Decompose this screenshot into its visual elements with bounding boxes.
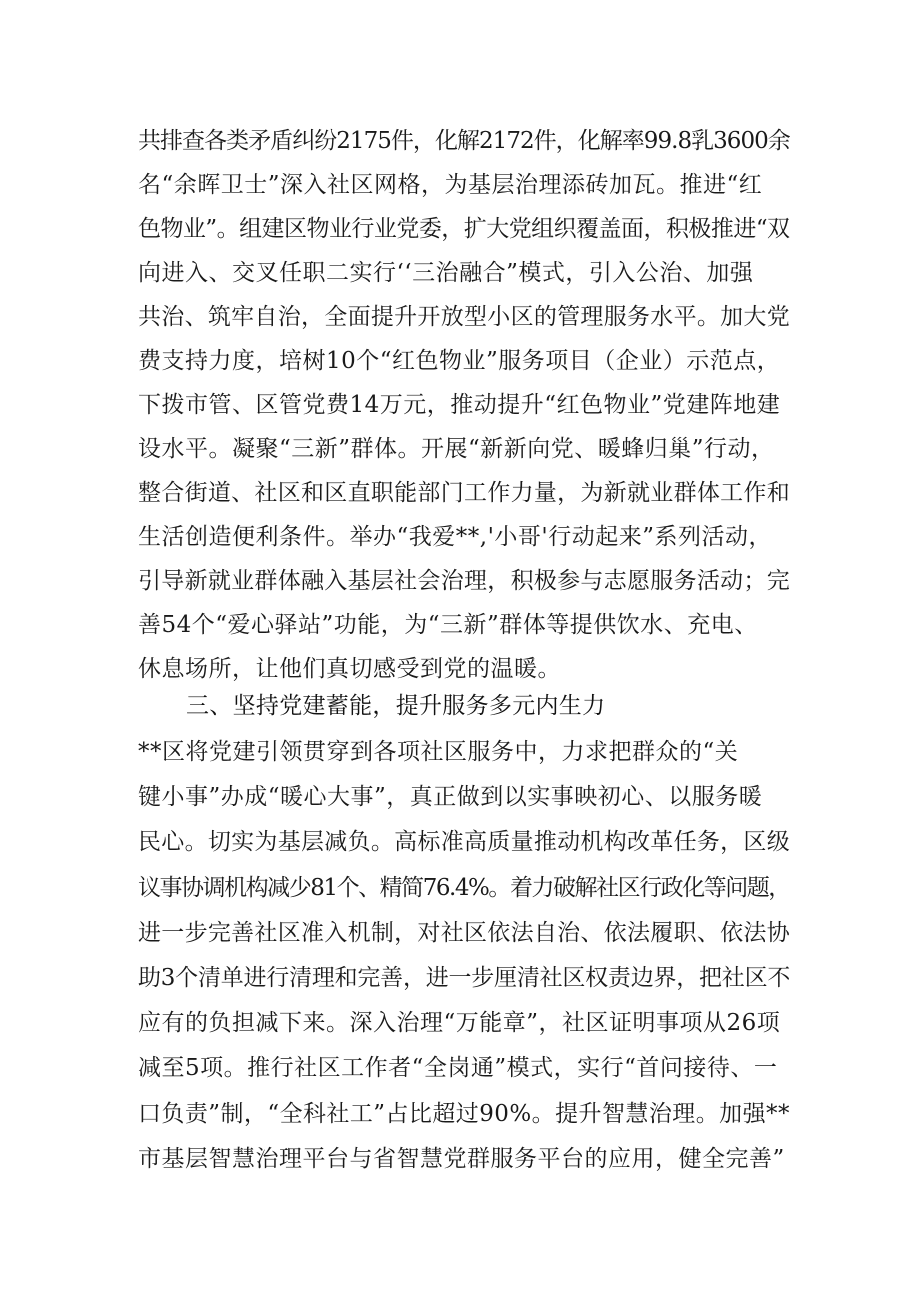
paragraph-community-governance [138, 119, 788, 691]
paragraph-party-building-services [138, 730, 791, 1182]
paragraph-line: 进一步完善社区准入机制，对社区依法自治、依法履职、依法协 [138, 919, 790, 946]
section-heading: 三、坚持党建蓄能，提升服务多元内生力 [186, 693, 606, 719]
paragraph-line: 减至5项。推行社区工作者“全岗通”模式，实行“首问接待、一 [138, 1055, 778, 1082]
paragraph-line: 共治、筑牢自治，全面提升开放型小区的管理服务水平。加大党 [138, 304, 790, 330]
paragraph-line: 口负责”制，“全科社工”占比超过90%。提升智慧治理。加强** [138, 1100, 790, 1127]
paragraph-line: 色物业”。组建区物业行业党委，扩大党组织覆盖面，积极推进“双 [138, 216, 790, 242]
paragraph-line: 议事协调机构减少81个、精简76.4%。着力破解社区行政化等问题， [138, 874, 790, 901]
paragraph-line: 民心。切实为基层减负。高标准高质量推动机构改革任务，区级 [138, 829, 790, 856]
paragraph-line: 引导新就业群体融入基层社会治理，积极参与志愿服务活动；完 [138, 568, 790, 594]
paragraph-line: 生活创造便利条件。举办“我爱**,'小哥'行动起来”系列活动， [138, 524, 772, 550]
paragraph-line: 善54个“爱心驿站”功能，为“三新”群体等提供饮水、充电、 [138, 612, 758, 638]
paragraph-line: 向进入、交叉任职二实行‘‘三治融合”模式，引入公治、加强 [138, 260, 754, 286]
paragraph-line: 设水平。凝聚“三新”群体。开展“新新向党、暖蜂归巢”行动， [138, 436, 775, 462]
paragraph-line: 市基层智慧治理平台与省智慧党群服务平台的应用，健全完善” [138, 1145, 785, 1172]
paragraph-line: 键小事”办成“暖心大事”，真正做到以实事映初心、以服务暖 [138, 784, 763, 811]
paragraph-line: 名“余晖卫士”深入社区网格，为基层治理添砖加瓦。推进“红 [138, 172, 763, 198]
paragraph-line: 下拨市管、区管党费14万元，推动提升“红色物业”党建阵地建 [138, 392, 781, 418]
paragraph-line: 休息场所，让他们真切感受到党的温暖。 [138, 656, 561, 682]
paragraph-line: 整合街道、社区和区直职能部门工作力量，为新就业群体工作和 [138, 480, 790, 506]
paragraph-line: **区将党建引领贯穿到各项社区服务中，力求把群众的“关 [138, 739, 739, 765]
paragraph-line: 应有的负担减下来。深入治理“万能章”，社区证明事项从26项 [138, 1010, 781, 1037]
paragraph-line: 共排查各类矛盾纠纷2175件，化解2172件，化解率99.8乳3600余 [138, 128, 790, 154]
paragraph-line: 费支持力度，培树10个“红色物业”服务项目（企业）示范点， [138, 348, 781, 374]
paragraph-line: 助3个清单进行清理和完善，进一步厘清社区权责边界，把社区不 [138, 964, 791, 991]
